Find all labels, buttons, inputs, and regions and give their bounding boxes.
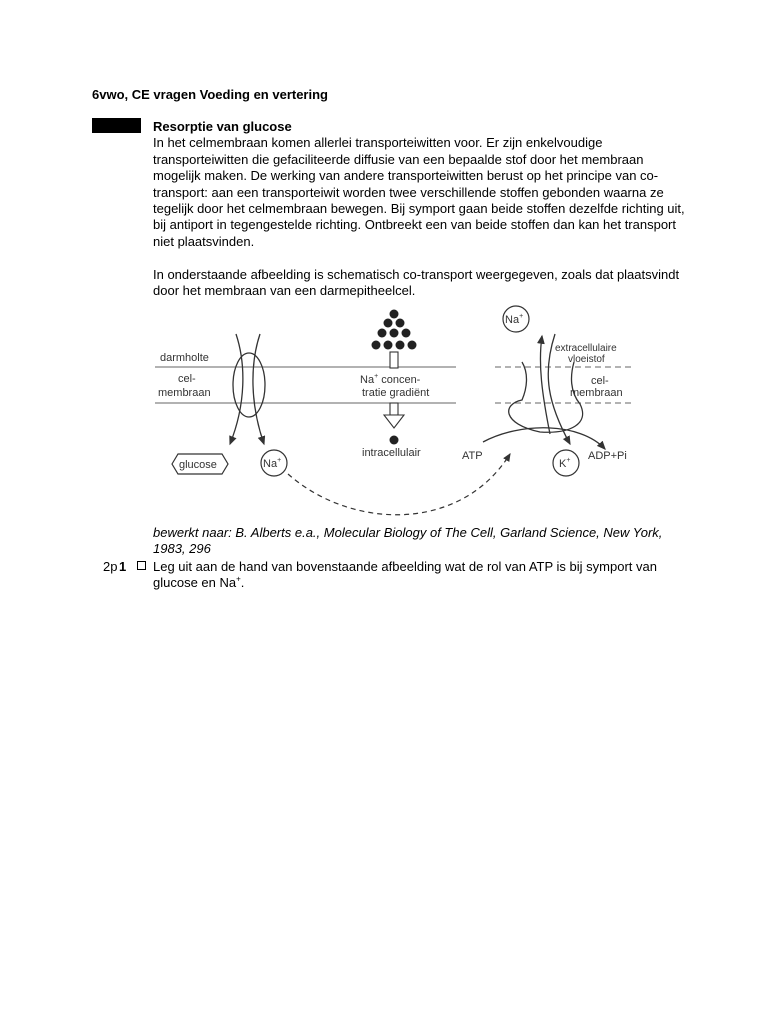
k-charge: + xyxy=(566,457,571,464)
question-number: 1 xyxy=(119,559,127,574)
label-vloeistof: vloeistof xyxy=(568,354,605,365)
glucose-molecule xyxy=(172,454,228,474)
label-extracellulaire: extracellulaire xyxy=(555,343,617,354)
na-left-symbol: Na xyxy=(263,458,278,470)
label-cel-right: cel- xyxy=(591,375,609,387)
cotransport-figure xyxy=(150,304,640,526)
question-marker-bar xyxy=(92,118,141,133)
answer-checkbox[interactable] xyxy=(137,561,146,570)
label-adp-pi: ADP+Pi xyxy=(588,450,627,462)
question-text-main: Leg uit aan de hand van bovenstaande afbeelding wat de rol van ATP is bij symport van glucose en Na xyxy=(153,559,657,591)
k-symbol: K xyxy=(559,458,567,470)
na-right-symbol: Na xyxy=(505,314,520,326)
symport-protein xyxy=(230,334,265,444)
k-ion xyxy=(553,450,579,476)
svg-text:Na+ xyxy=(263,457,281,470)
question-text-end: . xyxy=(240,575,245,591)
svg-text:Na+ xyxy=(505,313,523,326)
na-ion-left xyxy=(261,450,287,476)
figure-caption: bewerkt naar: B. Alberts e.a., Molecular Biology of The Cell, Garland Science, New York, 1983, 296 xyxy=(153,525,663,557)
question-section xyxy=(153,119,693,299)
document-title: 6vwo, CE vragen Voeding en vertering xyxy=(92,87,328,102)
label-glucose: glucose xyxy=(179,459,217,471)
label-atp: ATP xyxy=(462,450,483,462)
label-intracellulair: intracellulair xyxy=(362,447,421,459)
question-text-charge: + xyxy=(236,575,241,585)
label-membraan-right: membraan xyxy=(570,387,623,399)
label-cel-left: cel- xyxy=(178,373,196,385)
label-gradient-line1: Na+ concen- xyxy=(360,373,421,386)
na-ion-right xyxy=(503,306,529,332)
section-title: Resorptie van glucose xyxy=(153,119,292,134)
label-darmholte: darmholte xyxy=(160,352,209,364)
intro-paragraph: In het celmembraan komen allerlei transporteiwitten voor. Er zijn enkelvoudige transporteiwitten die gefaciliteerde diffusie van een bepaalde stof door het membraan mogelijk maken. De werking van andere transporteiwitten berust op het principe van co-transport: aan een transporteiwit worden twee verschillende stoffen gebonden waarna ze tegelijk door het celmembraan bewegen. Bij symport gaan beide stoffen dezelfde richting uit, bij antiport in tegengestelde richting. Ontbreekt een van beide stoffen dan kan het transport niet plaatsvinden. xyxy=(153,135,685,249)
cotransport-diagram xyxy=(150,304,640,526)
label-gradient-line2: tratie gradiënt xyxy=(362,387,430,399)
figure-intro-paragraph: In onderstaande afbeelding is schematisch co-transport weergegeven, zoals dat plaatsvindt door het membraan van een darmepitheelcel. xyxy=(153,266,680,299)
question-text xyxy=(153,559,673,592)
energy-coupling-dashed-arrow xyxy=(288,454,510,515)
label-membraan-left: membraan xyxy=(158,387,211,399)
na-right-charge: + xyxy=(519,313,524,320)
question-points: 2p xyxy=(103,559,118,574)
na-concentration-dots xyxy=(372,310,417,350)
na-left-charge: + xyxy=(277,457,282,464)
svg-text:K+ xyxy=(559,457,570,470)
